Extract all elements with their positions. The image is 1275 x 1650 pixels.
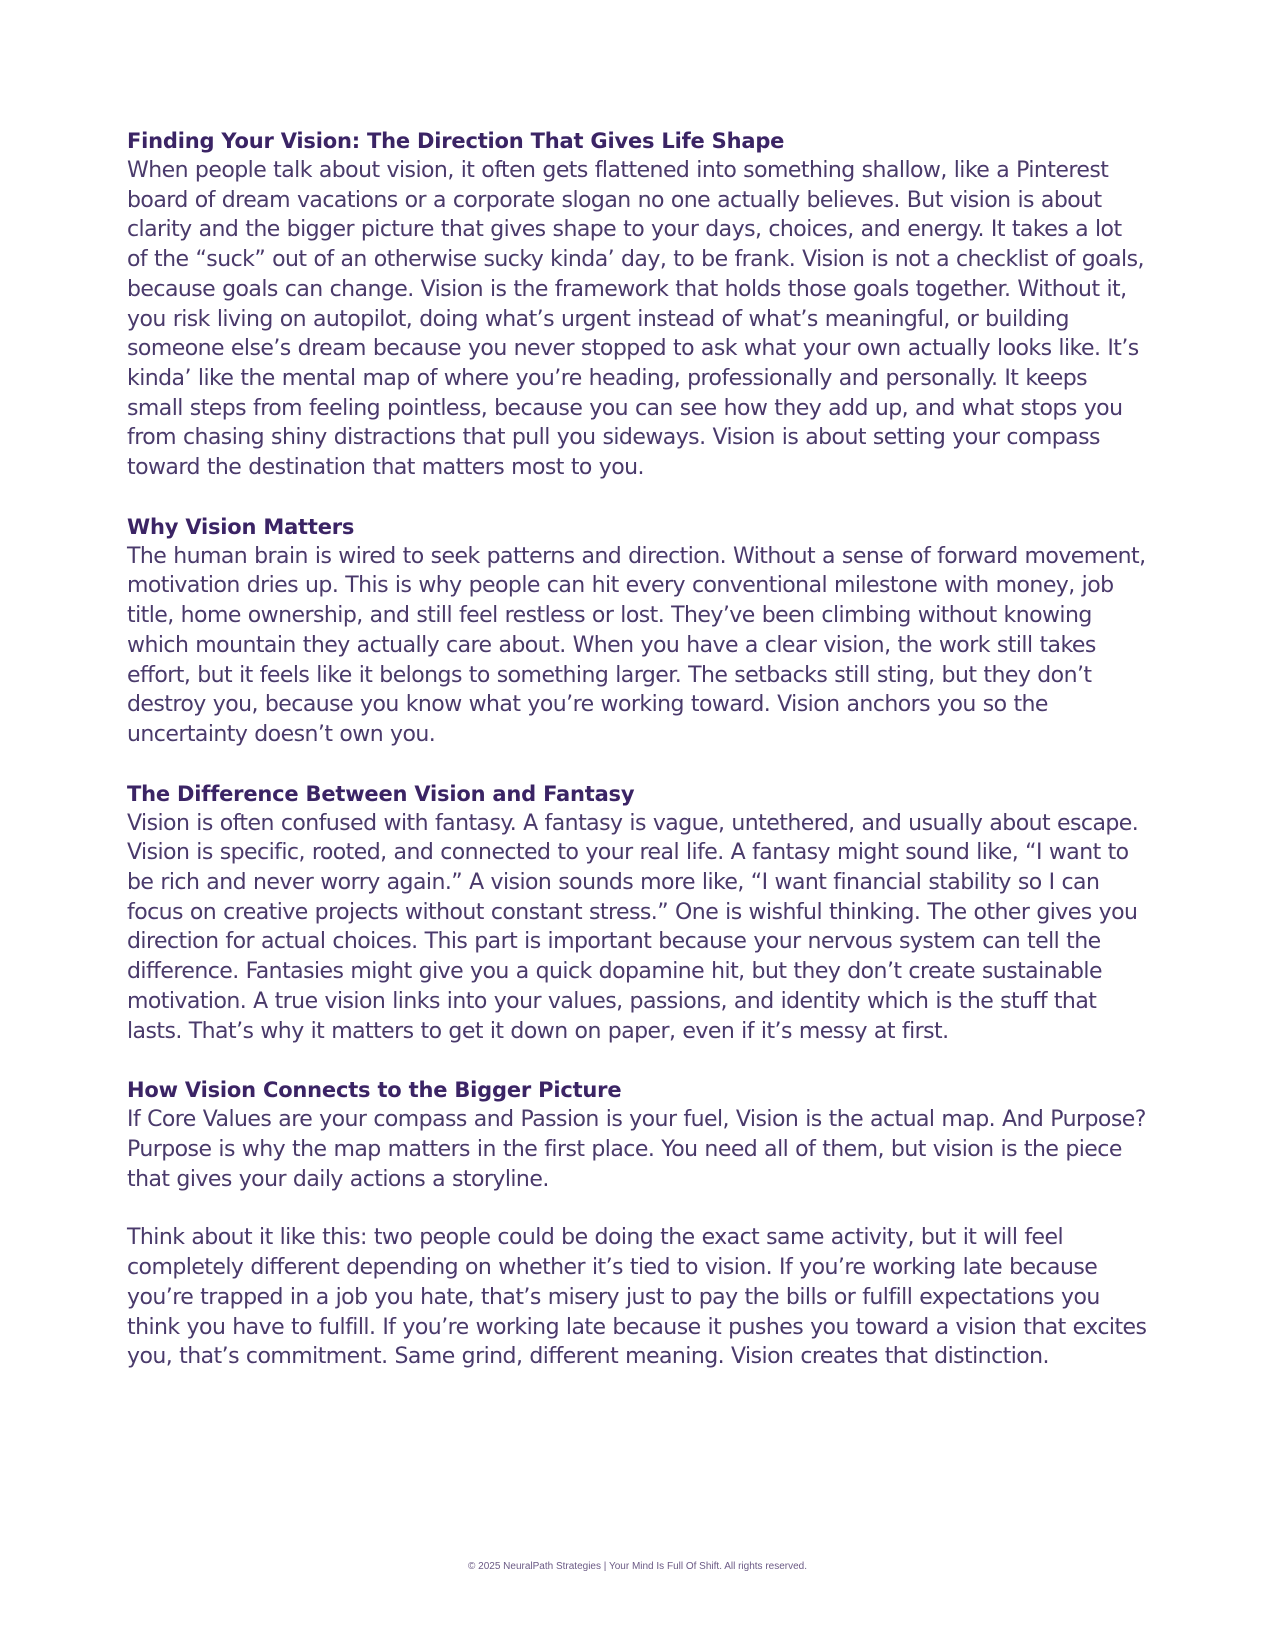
section-heading: The Difference Between Vision and Fantasy (127, 781, 635, 806)
section-paragraph: If Core Values are your compass and Passion is your fuel, Vision is the actual map. And Purpose? Purpose is why the map matters in the first place. You need all of them, but vision is the piece that gives your daily actions a storyline. (127, 1107, 1146, 1192)
section-heading: Why Vision Matters (127, 514, 355, 539)
section-finding-your-vision (127, 126, 1147, 483)
section-paragraph: When people talk about vision, it often gets flattened into something shallow, like a Pinterest board of dream vacations or a corporate slogan no one actually believes. But vision is about clarity and the bigger picture that gives shape to your days, choices, and energy. It takes a lot of the “suck” out of an otherwise sucky kinda’ day, to be frank. Vision is not a checklist of goals, because goals can change. Vision is the framework that holds those goals together. Without it, you risk living on autopilot, doing what’s urgent instead of what’s meaningful, or building someone else’s dream because you never stopped to ask what your own actually looks like. It’s kinda’ like the mental map of where you’re heading, professionally and personally. It keeps small steps from feeling pointless, because you can see how they add up, and what stops you from chasing shiny distractions that pull you sideways. Vision is about setting your compass toward the destination that matters most to you. (127, 158, 1144, 481)
document-body (127, 126, 1147, 1401)
section-vision-vs-fantasy (127, 779, 1147, 1047)
section-why-vision-matters (127, 512, 1147, 750)
section-paragraph: Vision is often confused with fantasy. A fantasy is vague, untethered, and usually about escape. Vision is specific, rooted, and connected to your real life. A fantasy might sound like, “I want to be rich and never worry again.” A vision sounds more like, “I want financial stability so I can focus on creative projects without constant stress.” One is wishful thinking. The other gives you direction for actual choices. This part is important because your nervous system can tell the difference. Fantasies might give you a quick dopamine hit, but they don’t create sustainable motivation. A true vision links into your values, passions, and identity which is the stuff that lasts. That’s why it matters to get it down on paper, even if it’s messy at first. (127, 810, 1139, 1044)
section-heading: How Vision Connects to the Bigger Picture (127, 1078, 622, 1103)
section-heading: Finding Your Vision: The Direction That Gives Life Shape (127, 129, 785, 153)
section-paragraph: The human brain is wired to seek patterns and direction. Without a sense of forward movement, motivation dries up. This is why people can hit every conventional milestone with money, job title, home ownership, and still feel restless or lost. They’ve been climbing without knowing which mountain they actually care about. When you have a clear vision, the work still takes effort, but it feels like it belongs to something larger. The setbacks still sting, but they don’t destroy you, because you know what you’re working toward. Vision anchors you so the uncertainty doesn’t own you. (127, 543, 1146, 747)
section-paragraph: Think about it like this: two people could be doing the exact same activity, but it will feel completely different depending on whether it’s tied to vision. If you’re working late because you’re trapped in a job you hate, that’s misery just to pay the bills or fulfill expectations you think you have to fulfill. If you’re working late because it pushes you toward a vision that excites you, that’s commitment. Same grind, different meaning. Vision creates that distinction. (127, 1225, 1147, 1370)
section-bigger-picture (127, 1075, 1147, 1372)
page-footer: © 2025 NeuralPath Strategies | Your Mind Is Full Of Shift. All rights reserved. (467, 1561, 808, 1572)
